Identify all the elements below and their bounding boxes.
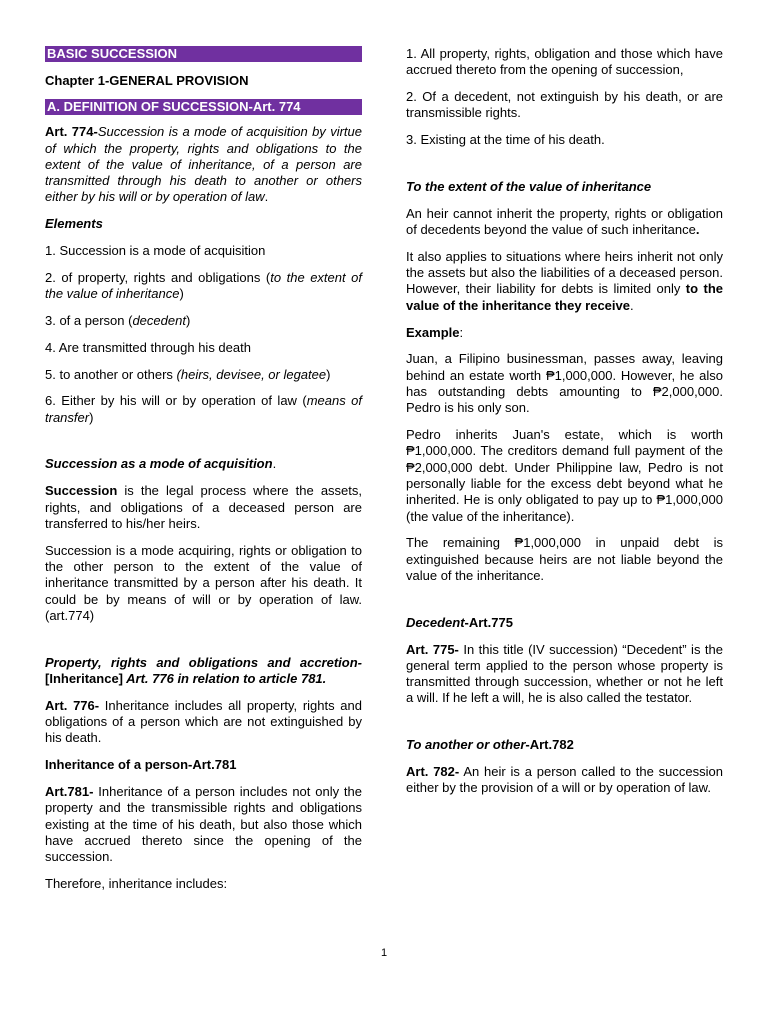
example-label: Example: (406, 324, 464, 340)
elements-heading: Elements (45, 216, 103, 232)
art-782-paragraph: Art. 782- An heir is a person called to the succession either by the provision of a will or by operation of law. (406, 764, 723, 796)
extent-paragraph-2: It also applies to situations where heirs inherit not only the assets but also the liabilities of a deceased person. However, their liability for debts is limited only to the value of the inheritance they receive. (406, 248, 723, 313)
element-6: 6. Either by his will or by operation of law (means of transfer) (45, 393, 362, 425)
banner-definition: A. DEFINITION OF SUCCESSION-Art. 774 (45, 99, 362, 115)
left-column (45, 46, 362, 903)
element-3: 3. of a person (decedent) (45, 312, 191, 328)
element-1: 1. Succession is a mode of acquisition (45, 243, 266, 259)
element-4: 4. Are transmitted through his death (45, 339, 251, 355)
art-776-paragraph: Art. 776- Inheritance includes all property, rights and obligations of a person which are not extinguished by his death. (45, 697, 362, 746)
another-heading: To another or other-Art.782 (406, 737, 574, 753)
art-774-text: Succession is a mode of acquisition by virtue of which the property, rights and obligations to the extent of the value of inheritance, of a person are transmitted through his death to another or others either by his will or by operation of law (45, 124, 362, 205)
chapter-heading: Chapter 1-GENERAL PROVISION (45, 73, 249, 88)
succession-paragraph-2: Succession is a mode acquiring, rights or obligation to the other person to the extent of the value of inheritance transmitted by a person after his death. It could be by means of will or by operation of law. (art.774) (45, 542, 362, 623)
includes-item-1: 1. All property, rights, obligation and those which have accrued thereto from the opening of succession, (406, 46, 723, 78)
example-paragraph-2: Pedro inherits Juan's estate, which is worth ₱1,000,000. The creditors demand full payment of the ₱2,000,000 debt. Under Philippine law, Pedro is not personally liable for the excess debt beyond what he inherited. He is only obligated to pay up to ₱1,000,000 (the value of the inheritance). (406, 427, 723, 524)
extent-paragraph-1: An heir cannot inherit the property, rights or obligation of decedents beyond the value of such inheritance. (406, 205, 723, 238)
right-column (406, 46, 723, 807)
art-774-label: Art. 774- (45, 124, 98, 140)
element-5: 5. to another or others (heirs, devisee, or legatee) (45, 366, 331, 382)
succession-definition: Succession is the legal process where the assets, rights, and obligations of a deceased person are transferred to his/her heirs. (45, 483, 362, 531)
art-775-paragraph: Art. 775- In this title (IV succession) “Decedent” is the general term applied to the person whose property is transmitted through succession, whether or not he left a will. If he left a will, he is also called the testator. (406, 641, 723, 706)
decedent-heading: Decedent-Art.775 (406, 614, 513, 630)
element-2: 2. of property, rights and obligations (to the extent of the value of inheritance) (45, 269, 362, 302)
art-774-paragraph: Art. 774-Succession is a mode of acquisition by virtue of which the property, rights and obligations to the extent of the value of inheritance, of a person are transmitted through his death to another or others either by his will or by operation of law. (45, 124, 362, 205)
inheritance-heading: Inheritance of a person-Art.781 (45, 757, 237, 773)
example-paragraph-1: Juan, a Filipino businessman, passes away, leaving behind an estate worth ₱1,000,000. However, he also has outstanding debts amounting to ₱2,000,000. Pedro is his only son. (406, 351, 723, 416)
page-number: 1 (380, 947, 388, 959)
extent-heading: To the extent of the value of inheritance (406, 178, 652, 194)
includes-item-2: 2. Of a decedent, not extinguish by his death, or are transmissible rights. (406, 89, 723, 121)
includes-item-3: 3. Existing at the time of his death. (406, 132, 605, 148)
example-paragraph-3: The remaining ₱1,000,000 in unpaid debt is extinguished because heirs are not liable beyond the value of the inheritance. (406, 535, 723, 583)
art-781-paragraph: Art.781- Inheritance of a person includes not only the property and the transmissible rights and obligations existing at the time of his death, but also those which have accrued thereto since the opening of the succession. (45, 783, 362, 865)
therefore-line: Therefore, inheritance includes: (45, 875, 228, 891)
mode-of-acquisition-heading: Succession as a mode of acquisition. (45, 456, 277, 472)
property-rights-heading: Property, rights and obligations and accretion-[Inheritance] Art. 776 in relation to article 781. (45, 654, 362, 686)
banner-basic-succession: BASIC SUCCESSION (45, 46, 362, 62)
